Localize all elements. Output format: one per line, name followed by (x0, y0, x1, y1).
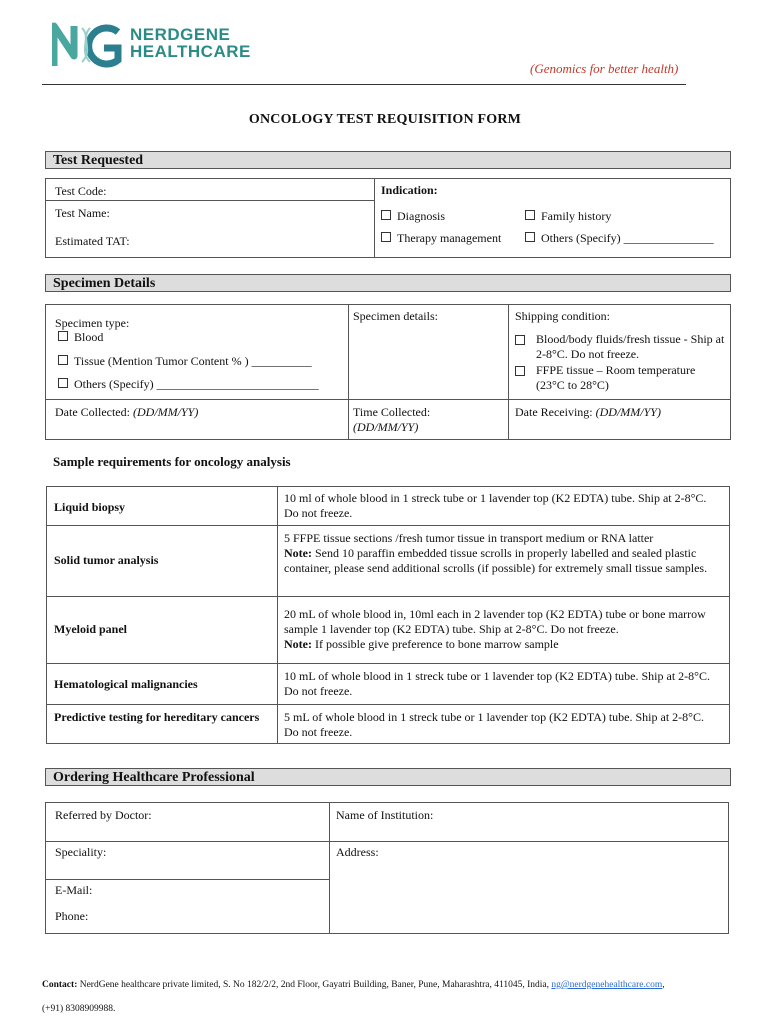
blood-checkbox[interactable] (58, 331, 68, 341)
req-row-text: 10 ml of whole blood in 1 streck tube or 1 lavender top (K2 EDTA) tube. Ship at 2-8°C. Do not freeze. (284, 491, 707, 520)
others-specimen-checkbox[interactable] (58, 378, 68, 388)
req-row-text: 5 mL of whole blood in 1 streck tube or 1 lavender top (K2 EDTA) tube. Ship at 2-8°C. Do not freeze. (284, 710, 704, 739)
ship-cond-2-label: FFPE tissue – Room temperature (23°C to 28°C) (536, 363, 696, 392)
time-collected-field[interactable] (353, 405, 430, 435)
test-name-field[interactable]: Test Name: (55, 206, 110, 220)
brand-line1: NERDGENE (130, 25, 231, 44)
req-text-part: 5 FFPE tissue sections /fresh tumor tissue in transport medium or RNA latter (284, 531, 654, 545)
brand-name (130, 26, 251, 60)
req-row-name: Predictive testing for hereditary cancers (54, 710, 260, 724)
ship-cond-1-label: Blood/body fluids/fresh tissue - Ship at 2-8°C. Do not freeze. (536, 332, 725, 361)
time-collected-format: (DD/MM/YY) (353, 420, 419, 434)
family-history-label: Family history (541, 209, 612, 223)
section-test-requested: Test Requested (45, 151, 731, 169)
date-receiving-label: Date Receiving: (515, 405, 593, 419)
note-label: Note: (284, 546, 312, 560)
req-row-name: Solid tumor analysis (54, 553, 159, 567)
estimated-tat-field[interactable]: Estimated TAT: (55, 234, 130, 248)
req-row-name: Liquid biopsy (54, 500, 126, 514)
date-collected-label: Date Collected: (55, 405, 130, 419)
blood-label: Blood (74, 330, 104, 344)
therapy-checkbox[interactable] (381, 232, 391, 242)
specimen-details-field[interactable]: Specimen details: (353, 309, 438, 323)
therapy-label: Therapy management (397, 231, 502, 245)
section-ordering-hcp: Ordering Healthcare Professional (45, 768, 731, 786)
address-field[interactable]: Address: (336, 845, 379, 859)
req-text-part: Send 10 paraffin embedded tissue scrolls in properly labelled and sealed plastic container, please send additional scrolls (if possible) for extremely small tissue samples. (284, 546, 708, 575)
specimen-type-label: Specimen type: (55, 316, 130, 330)
contact-address: NerdGene healthcare private limited, S. No 182/2/2, 2nd Floor, Gayatri Building, Baner, Pune, Maharashtra, 411045, India, (79, 980, 550, 990)
test-code-field[interactable]: Test Code: (55, 184, 107, 198)
others-label: Others (Specify) _______________ (541, 231, 714, 245)
brand-logo (52, 22, 124, 68)
date-receiving-field[interactable] (515, 405, 661, 420)
others-specimen-option[interactable] (58, 377, 319, 392)
contact-phone: (+91) 8308909988. (42, 1004, 116, 1014)
contact-label: Contact: (42, 980, 78, 990)
phone-field[interactable]: Phone: (55, 909, 89, 923)
test-requested-box (45, 178, 731, 258)
family-history-option[interactable] (525, 209, 611, 224)
req-text-part: If possible give preference to bone marrow sample (314, 637, 559, 651)
brand-line2: HEALTHCARE (130, 42, 251, 61)
institution-name-field[interactable]: Name of Institution: (336, 808, 434, 822)
date-collected-format: (DD/MM/YY) (132, 405, 199, 419)
diagnosis-option[interactable] (381, 209, 445, 224)
referred-by-doctor-field[interactable]: Referred by Doctor: (55, 808, 152, 822)
diagnosis-label: Diagnosis (397, 209, 445, 223)
time-collected-label: Time Collected: (353, 405, 431, 419)
requirements-table (46, 486, 730, 744)
others-option[interactable] (525, 231, 714, 246)
req-row-name: Hematological malignancies (54, 677, 198, 691)
req-row-text: 10 mL of whole blood in 1 streck tube or 1 lavender top (K2 EDTA) tube. Ship at 2-8°C. Do not freeze. (284, 669, 710, 698)
tissue-checkbox[interactable] (58, 355, 68, 365)
diagnosis-checkbox[interactable] (381, 210, 391, 220)
indication-label: Indication: (381, 183, 438, 197)
footer-contact: Contact: NerdGene healthcare private limited, S. No 182/2/2, 2nd Floor, Gayatri Building, Baner, Pune, Maharashtra, 411045, India, ng@nerdgenehealthcare.com, (+91) 8308909988. (42, 980, 665, 1014)
ship-cond-2-checkbox[interactable] (515, 365, 531, 380)
requirements-heading: Sample requirements for oncology analysis (53, 454, 291, 469)
ship-cond-1-checkbox[interactable] (515, 334, 531, 349)
hcp-box (45, 802, 729, 934)
blood-option[interactable] (58, 330, 103, 345)
tagline: (Genomics for better health) (530, 61, 679, 76)
shipping-condition-label: Shipping condition: (515, 309, 611, 323)
req-row-text (284, 531, 716, 576)
section-specimen-details: Specimen Details (45, 274, 731, 292)
email-field[interactable]: E-Mail: (55, 883, 93, 897)
others-checkbox[interactable] (525, 232, 535, 242)
contact-email-link[interactable]: ng@nerdgenehealthcare.com (551, 980, 663, 990)
date-receiving-format: (DD/MM/YY) (595, 405, 661, 419)
req-text-part: 20 mL of whole blood in, 10ml each in 2 lavender top (K2 EDTA) tube or bone marrow sample 1 lavender top (K2 EDTA) tube. Ship at 2-8°C. Do not freeze. (284, 607, 706, 636)
speciality-field[interactable]: Speciality: (55, 845, 107, 859)
tissue-label: Tissue (Mention Tumor Content % ) __________ (74, 354, 312, 368)
therapy-option[interactable] (381, 231, 501, 246)
date-collected-field[interactable] (55, 405, 198, 420)
req-row-name: Myeloid panel (54, 622, 128, 636)
others-specimen-label: Others (Specify) ___________________________ (74, 377, 319, 391)
tissue-option[interactable] (58, 354, 312, 369)
specimen-box (45, 304, 731, 440)
note-label: Note: (284, 637, 312, 651)
header-divider (42, 84, 686, 85)
family-history-checkbox[interactable] (525, 210, 535, 220)
req-row-text (284, 607, 716, 652)
form-title: ONCOLOGY TEST REQUISITION FORM (248, 112, 522, 127)
